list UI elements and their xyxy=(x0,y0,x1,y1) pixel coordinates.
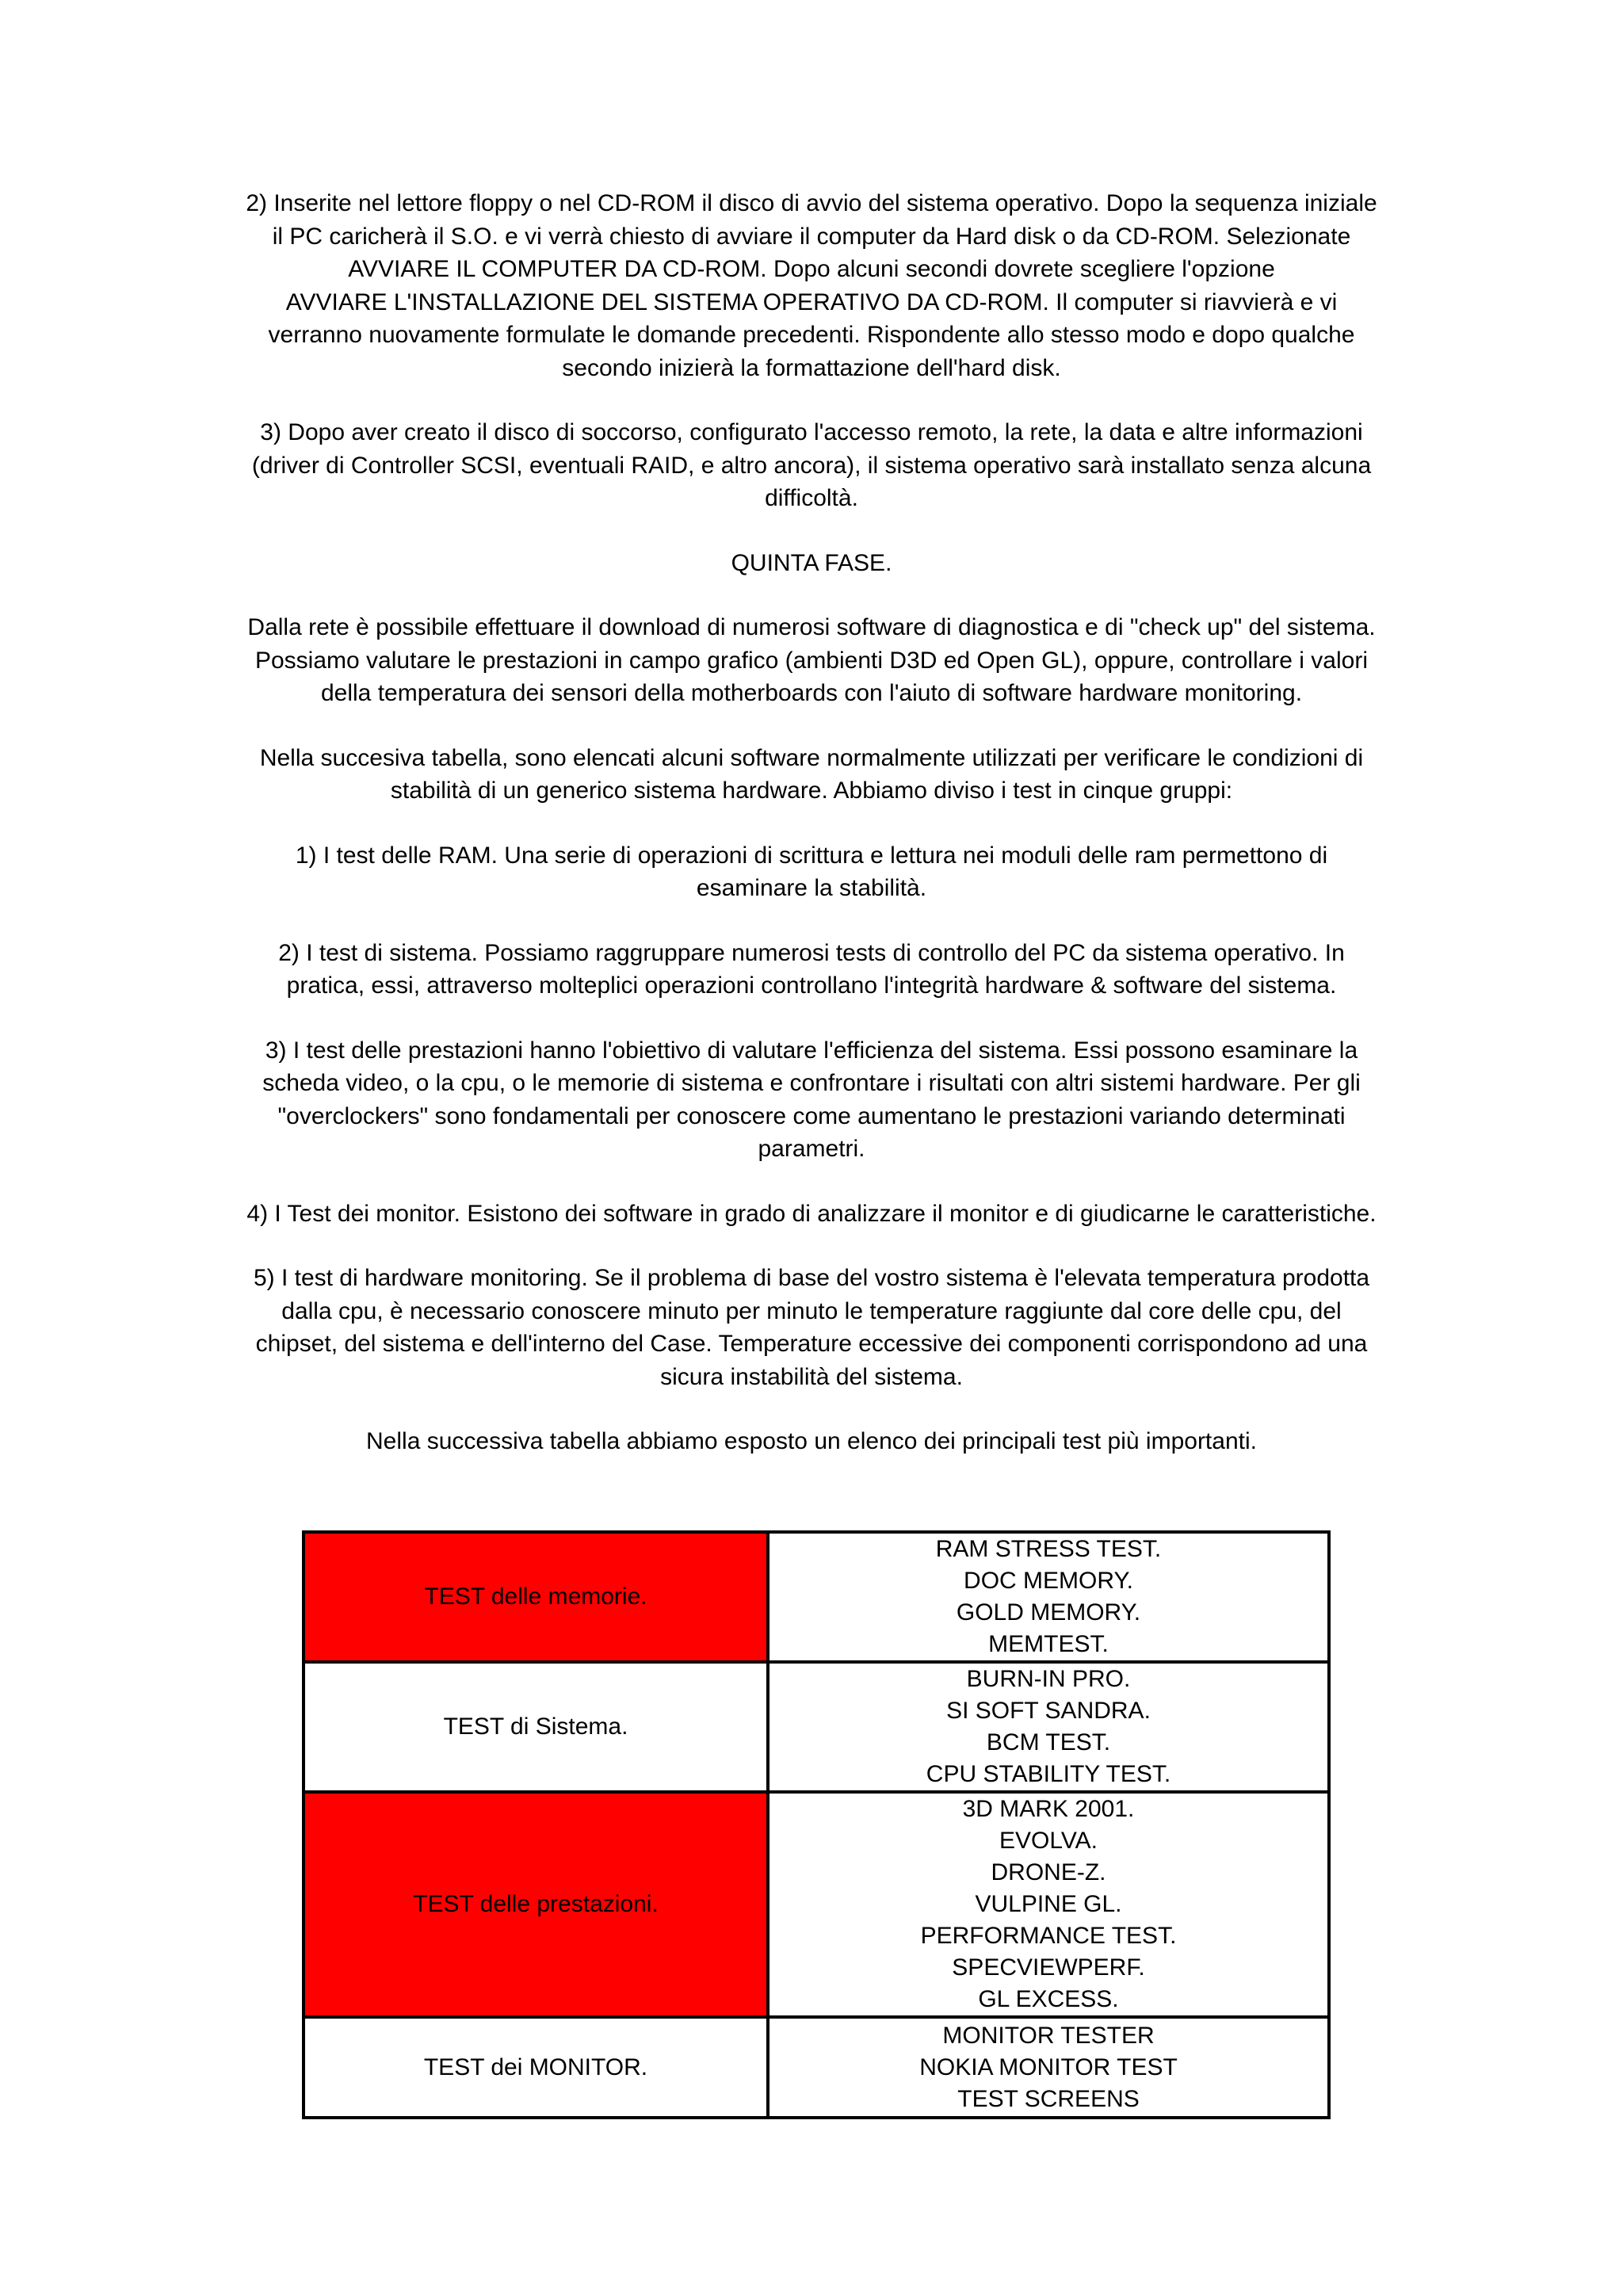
text-line: stabilità di un generico sistema hardware. Abbiamo diviso i test in cinque gruppi: xyxy=(390,777,1233,804)
test-software-table xyxy=(302,1530,1331,2119)
text-line: "overclockers" sono fondamentali per conoscere come aumentano le prestazioni variando determinati xyxy=(277,1102,1346,1129)
text-line: 4) I Test dei monitor. Esistono dei software in grado di analizzare il monitor e di giudicarne le caratteristiche. xyxy=(246,1200,1377,1227)
items-cell xyxy=(768,1662,1329,1792)
text-line: 2) Inserite nel lettore floppy o nel CD-ROM il disco di avvio del sistema operativo. Dopo la sequenza iniziale xyxy=(246,190,1377,216)
text-line: Dalla rete è possibile effettuare il download di numerosi software di diagnostica e di "check up" del sistema. xyxy=(247,614,1376,640)
items-cell xyxy=(768,2017,1329,2118)
paragraph-ram-tests xyxy=(155,839,1468,905)
text-line: Possiamo valutare le prestazioni in campo grafico (ambienti D3D ed Open GL), oppure, controllare i valori xyxy=(254,647,1368,674)
test-item: DRONE-Z. xyxy=(991,1859,1106,1885)
category-cell: TEST delle memorie. xyxy=(304,1532,768,1662)
test-item: CPU STABILITY TEST. xyxy=(926,1761,1171,1787)
paragraph-install-complete xyxy=(155,416,1468,515)
test-item: DOC MEMORY. xyxy=(964,1568,1133,1594)
test-item: SPECVIEWPERF. xyxy=(952,1954,1145,1981)
text-line: della temperatura dei sensori della motherboards con l'aiuto di software hardware monitoring. xyxy=(320,680,1303,706)
test-item: PERFORMANCE TEST. xyxy=(920,1923,1177,1949)
text-line: sicura instabilità del sistema. xyxy=(660,1363,963,1390)
test-item: MEMTEST. xyxy=(988,1631,1109,1657)
test-item: BURN-IN PRO. xyxy=(966,1666,1131,1692)
text-line: AVVIARE L'INSTALLAZIONE DEL SISTEMA OPERATIVO DA CD-ROM. Il computer si riavvierà e vi xyxy=(285,288,1338,315)
section-heading xyxy=(155,547,1468,580)
test-item: NOKIA MONITOR TEST xyxy=(919,2053,1178,2080)
test-item: EVOLVA. xyxy=(999,1828,1098,1854)
text-line: chipset, del sistema e dell'interno del Case. Temperature eccessive dei componenti corrispondono ad una xyxy=(255,1331,1368,1357)
category-cell: TEST dei MONITOR. xyxy=(304,2017,768,2118)
paragraph-diagnostics xyxy=(155,611,1468,710)
test-item: RAM STRESS TEST. xyxy=(935,1536,1162,1562)
paragraph-system-tests xyxy=(155,937,1468,1003)
text-line: Nella succesiva tabella, sono elencati alcuni software normalmente utilizzati per verificare le condizioni di xyxy=(259,744,1364,771)
text-line: 2) I test di sistema. Possiamo raggruppare numerosi tests di controllo del PC da sistema operativo. In xyxy=(278,939,1345,966)
table-row-performance-tests xyxy=(304,1792,1329,2017)
category-cell: TEST delle prestazioni. xyxy=(304,1792,768,2017)
paragraph-table-caption xyxy=(155,1425,1468,1458)
paragraph-table-intro xyxy=(155,742,1468,808)
test-item: GL EXCESS. xyxy=(978,1986,1119,2012)
text-line: 3) Dopo aver creato il disco di soccorso, configurato l'accesso remoto, la rete, la data e altre informazioni xyxy=(260,419,1363,445)
text-line: 3) I test delle prestazioni hanno l'obiettivo di valutare l'efficienza del sistema. Essi possono esaminare la xyxy=(265,1037,1358,1064)
text-line: il PC caricherà il S.O. e vi verrà chiesto di avviare il computer da Hard disk o da CD-ROM. Selezionate xyxy=(272,223,1351,250)
table-row-memory-tests xyxy=(304,1532,1329,1662)
paragraph-monitor-tests xyxy=(155,1198,1468,1231)
items-cell xyxy=(768,1532,1329,1662)
test-item: GOLD MEMORY. xyxy=(956,1599,1141,1626)
text-line: 1) I test delle RAM. Una serie di operazioni di scrittura e lettura nei moduli delle ram permettono di xyxy=(295,842,1328,869)
items-cell xyxy=(768,1792,1329,2017)
paragraph-performance-tests xyxy=(155,1034,1468,1166)
text-line: scheda video, o la cpu, o le memorie di sistema e confrontare i risultati con altri sistemi hardware. Per gli xyxy=(262,1070,1361,1096)
test-item: TEST SCREENS xyxy=(957,2085,1140,2112)
text-line: QUINTA FASE. xyxy=(731,549,892,576)
table-row-monitor-tests xyxy=(304,2017,1329,2118)
text-line: secondo inizierà la formattazione dell'hard disk. xyxy=(562,354,1061,381)
category-cell: TEST di Sistema. xyxy=(304,1662,768,1792)
text-line: parametri. xyxy=(758,1136,865,1162)
text-line: difficoltà. xyxy=(765,485,858,511)
test-item: MONITOR TESTER xyxy=(942,2022,1155,2049)
document-body xyxy=(155,187,1468,1490)
text-line: (driver di Controller SCSI, eventuali RAID, e altro ancora), il sistema operativo sarà installato senza alcuna xyxy=(251,452,1372,479)
text-line: esaminare la stabilità. xyxy=(696,875,927,901)
test-item: VULPINE GL. xyxy=(975,1891,1122,1917)
test-item: 3D MARK 2001. xyxy=(962,1796,1135,1822)
paragraph-hardware-monitoring xyxy=(155,1262,1468,1393)
text-line: Nella successiva tabella abbiamo esposto un elenco dei principali test più importanti. xyxy=(366,1428,1257,1454)
table-row-system-tests xyxy=(304,1662,1329,1792)
text-line: 5) I test di hardware monitoring. Se il problema di base del vostro sistema è l'elevata temperatura prodotta xyxy=(253,1265,1370,1291)
test-item: SI SOFT SANDRA. xyxy=(946,1698,1151,1724)
text-line: AVVIARE IL COMPUTER DA CD-ROM. Dopo alcuni secondi dovrete scegliere l'opzione xyxy=(348,256,1275,282)
text-line: pratica, essi, attraverso molteplici operazioni controllano l'integrità hardware & software del sistema. xyxy=(286,972,1337,999)
text-line: verranno nuovamente formulate le domande precedenti. Rispondente allo stesso modo e dopo qualche xyxy=(268,322,1355,348)
text-line: dalla cpu, è necessario conoscere minuto per minuto le temperature raggiunte dal core delle cpu, del xyxy=(281,1297,1342,1324)
test-item: BCM TEST. xyxy=(986,1729,1111,1755)
paragraph-boot-instructions xyxy=(155,187,1468,384)
